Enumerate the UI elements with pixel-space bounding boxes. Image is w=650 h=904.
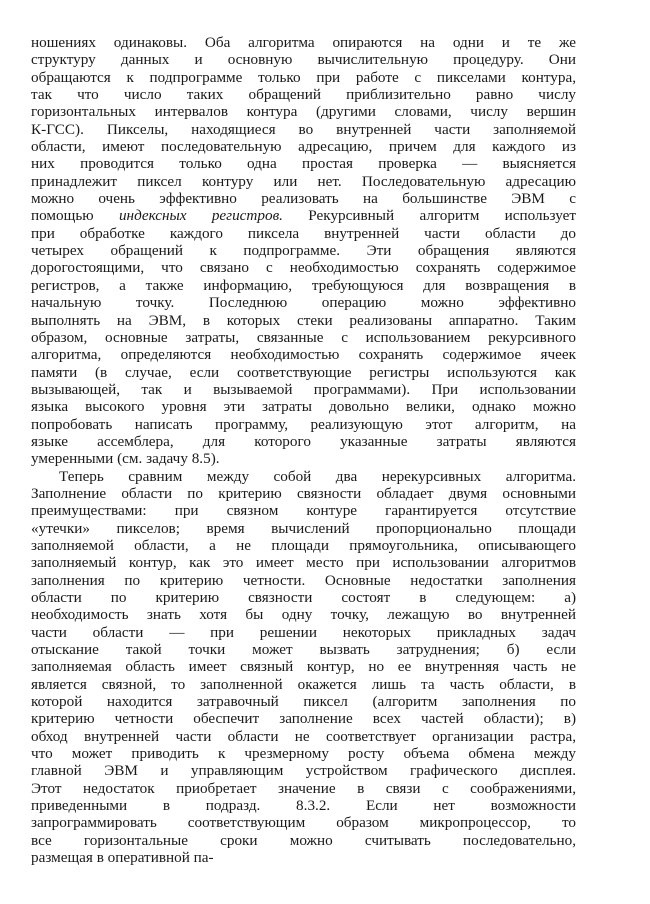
- text-line: [31, 155, 576, 172]
- line-text: Теперь сравним между собой два нерекурсивных алгоритма.: [59, 467, 576, 485]
- line-text: структуру данных и основную вычислительную процедуру. Они: [31, 51, 576, 69]
- line-text: регистров, а также информацию, требующуюся для возвращения в: [31, 276, 576, 294]
- line-text: Заполнение области по критерию связности обладает двумя основными: [31, 484, 576, 502]
- line-text: при обработке каждого пиксела внутренней части области до: [31, 224, 576, 242]
- text-line: [31, 433, 576, 450]
- line-text: все горизонтальные сроки можно считывать последовательно,: [31, 831, 576, 849]
- line-text: заполняемая область имеет связный контур, но ее внутренняя часть не: [31, 658, 576, 676]
- line-text: памяти (в случае, если соответствующие регистры используются как: [31, 363, 576, 381]
- text-line: [31, 277, 576, 294]
- text-line: [31, 745, 576, 762]
- text-line: [31, 502, 576, 519]
- line-text: помощью: [31, 207, 119, 225]
- line-text: выполнять на ЭВМ, в которых стеки реализованы аппаратно. Таким: [31, 311, 576, 329]
- text-line: [31, 468, 576, 485]
- text-line: [31, 606, 576, 623]
- text-line: [31, 624, 576, 641]
- text-line: [31, 832, 576, 849]
- line-text: горизонтальных интервалов контура (другими словами, числу вершин: [31, 103, 576, 121]
- line-text: приведенными в подразд. 8.3.2. Если нет возможности: [31, 797, 576, 815]
- line-text: алгоритма, определяются необходимостью сохранять содержимое ячеек: [31, 346, 576, 364]
- line-text: умеренными (см. задачу 8.5).: [31, 450, 220, 468]
- text-line: [31, 207, 576, 224]
- text-line: [31, 312, 576, 329]
- text-line: [31, 103, 576, 120]
- text-line: [31, 34, 576, 51]
- line-text: обход внутренней части области не соответствует организации растра,: [31, 727, 576, 745]
- document-page: [31, 34, 576, 867]
- text-line: [31, 381, 576, 398]
- text-line: [31, 814, 576, 831]
- text-line: [31, 86, 576, 103]
- line-text: является связной, то заполненной окажется лишь та часть области, в: [31, 675, 576, 693]
- text-line: [31, 69, 576, 86]
- line-text: образом, основные затраты, связанные с использованием рекурсивного: [31, 328, 576, 346]
- italic-term: индексных регистров.: [118, 207, 283, 225]
- text-line: [31, 398, 576, 415]
- line-text: преимуществами: при связном контуре гарантируется отсутствие: [31, 502, 576, 520]
- line-text: попробовать написать программу, реализующую этот алгоритм, на: [31, 415, 576, 433]
- line-text: дорогостоящими, что связано с необходимостью сохранять содержимое: [31, 259, 576, 277]
- line-text: что может приводить к чрезмерному росту объема обмена между: [31, 745, 576, 763]
- line-text: части области — при решении некоторых прикладных задач: [31, 623, 576, 641]
- line-text: языке ассемблера, для которого указанные затраты являются: [31, 432, 576, 450]
- line-text: главной ЭВМ и управляющим устройством графического дисплея.: [31, 762, 576, 780]
- line-text: ношениях одинаковы. Оба алгоритма опираются на одни и те же: [31, 34, 576, 51]
- line-text: размещая в оперативной па-: [31, 849, 214, 867]
- paragraph-2: [31, 468, 576, 867]
- text-line: [31, 450, 576, 467]
- text-line: [31, 780, 576, 797]
- line-text: можно очень эффективно реализовать на большинстве ЭВМ с: [31, 190, 576, 208]
- text-line: [31, 797, 576, 814]
- paragraph-1: [31, 34, 576, 468]
- line-text: области по критерию связности состоят в следующем: а): [31, 589, 576, 606]
- line-text: необходимость знать хотя бы одну точку, лежащую во внутренней: [31, 606, 576, 624]
- line-text: них проводится только одна простая проверка — выясняется: [31, 155, 576, 173]
- text-line: [31, 329, 576, 346]
- line-text: обращаются к подпрограмме только при работе с пикселами контура,: [31, 68, 576, 86]
- text-line: [31, 138, 576, 155]
- text-line: [31, 51, 576, 68]
- line-text: языка высокого уровня эти затраты довольно велики, однако можно: [31, 398, 576, 416]
- text-line: [31, 416, 576, 433]
- line-text: начальную точку. Последнюю операцию можно эффективно: [31, 294, 576, 312]
- text-line: [31, 294, 576, 311]
- text-line: [31, 658, 576, 675]
- text-line: [31, 242, 576, 259]
- text-line: [31, 762, 576, 779]
- line-text: четырех обращений к подпрограмме. Эти обращения являются: [31, 242, 576, 260]
- text-line: [31, 364, 576, 381]
- text-line: [31, 537, 576, 554]
- text-line: [31, 572, 576, 589]
- line-text: области, имеют последовательную адресацию, причем для каждого из: [31, 138, 576, 156]
- text-line: [31, 641, 576, 658]
- text-line: [31, 554, 576, 571]
- text-line: [31, 589, 576, 606]
- line-text: так что число таких обращений приблизительно равно числу: [31, 86, 576, 104]
- text-line: [31, 710, 576, 727]
- line-text: которой находится затравочный пиксел (алгоритм заполнения по: [31, 693, 576, 711]
- line-text: заполняемой области, а не площади прямоугольника, описывающего: [31, 536, 576, 554]
- text-line: [31, 346, 576, 363]
- text-line: [31, 225, 576, 242]
- line-text: Рекурсивный алгоритм использует: [282, 207, 576, 225]
- line-text: заполнения по критерию четности. Основные недостатки заполнения: [31, 571, 576, 589]
- line-text: принадлежит пиксел контуру или нет. Последовательную адресацию: [31, 172, 576, 190]
- text-line: [31, 190, 576, 207]
- line-text: критерию четности обеспечит заполнение всех частей области); в): [31, 710, 576, 728]
- line-text: отыскание такой точки может вызвать затруднения; б) если: [31, 641, 576, 659]
- text-line: [31, 485, 576, 502]
- line-text: «утечки» пикселов; время вычислений пропорционально площади: [31, 519, 576, 537]
- line-text: заполняемый контур, как это имеет место при использовании алгоритмов: [31, 554, 576, 572]
- text-line: [31, 173, 576, 190]
- line-text: К-ГСС). Пикселы, находящиеся во внутренней части заполняемой: [31, 120, 576, 138]
- line-text: Этот недостаток приобретает значение в связи с соображениями,: [31, 779, 576, 797]
- text-line: [31, 676, 576, 693]
- text-line: [31, 693, 576, 710]
- text-line: [31, 728, 576, 745]
- line-text: запрограммировать соответствующим образом микропроцессор, то: [31, 814, 576, 832]
- text-line: [31, 849, 576, 866]
- text-line: [31, 121, 576, 138]
- text-line: [31, 259, 576, 276]
- line-text: вызывающей, так и вызываемой программами). При использовании: [31, 380, 576, 398]
- text-line: [31, 520, 576, 537]
